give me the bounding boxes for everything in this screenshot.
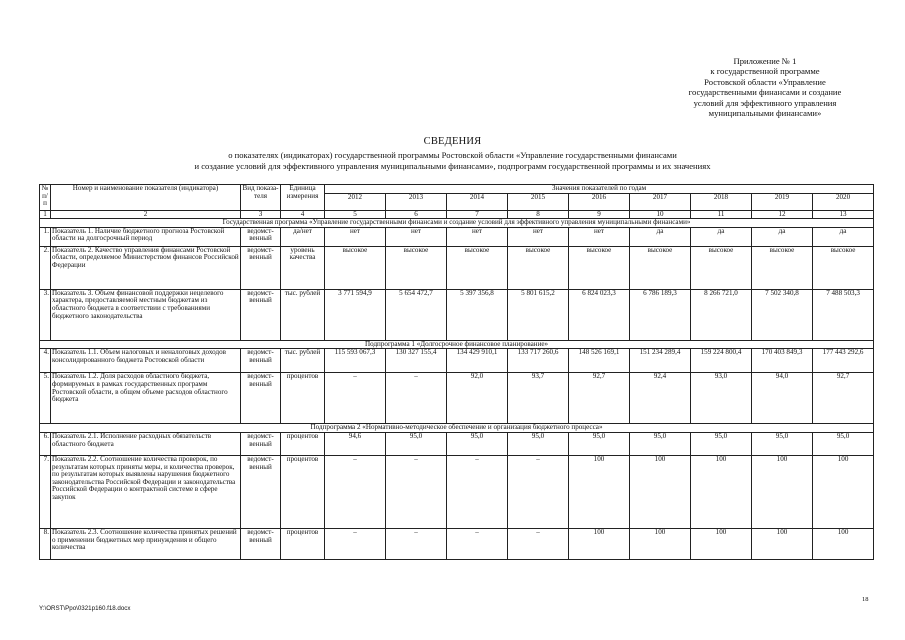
- row-value: 100: [569, 528, 630, 559]
- row-value: –: [508, 528, 569, 559]
- row-value: 94,6: [325, 432, 386, 455]
- row-value: да: [630, 227, 691, 246]
- row-value: высокое: [447, 246, 508, 289]
- column-number: 5: [325, 210, 386, 219]
- row-kind: ведомст-венный: [241, 227, 281, 246]
- row-value: высокое: [630, 246, 691, 289]
- row-name: Показатель 1. Наличие бюджетного прогноза Ростовской области на долгосрочный период: [51, 227, 241, 246]
- row-num: 7.: [40, 455, 51, 528]
- appendix-line: к государственной программе: [710, 66, 820, 77]
- row-value: 7 488 503,3: [813, 289, 874, 340]
- row-kind: ведомст-венный: [241, 432, 281, 455]
- row-kind: ведомст-венный: [241, 246, 281, 289]
- appendix-line: Ростовской области «Управление: [704, 76, 826, 87]
- column-number: 4: [281, 210, 325, 219]
- row-value: высокое: [569, 246, 630, 289]
- column-number: 6: [386, 210, 447, 219]
- row-value: да: [691, 227, 752, 246]
- column-number: 13: [813, 210, 874, 219]
- row-kind: ведомст-венный: [241, 373, 281, 424]
- row-value: 7 502 340,8: [752, 289, 813, 340]
- section-title: Подпрограмма 1 «Долгосрочное финансовое планирование»: [40, 340, 874, 349]
- row-value: высокое: [325, 246, 386, 289]
- row-value: 100: [813, 528, 874, 559]
- row-unit: процентов: [281, 528, 325, 559]
- indicators-table: [39, 184, 874, 560]
- row-unit: уровень качества: [281, 246, 325, 289]
- table-row: [40, 528, 874, 559]
- row-value: высокое: [691, 246, 752, 289]
- row-value: 95,0: [569, 432, 630, 455]
- row-unit: процентов: [281, 455, 325, 528]
- row-value: 95,0: [691, 432, 752, 455]
- row-value: 95,0: [508, 432, 569, 455]
- row-value: –: [447, 528, 508, 559]
- row-value: 159 224 800,4: [691, 349, 752, 373]
- row-name: Показатель 1.1. Объем налоговых и неналоговых доходов консолидированного бюджета Ростовской области: [51, 349, 241, 373]
- row-value: 100: [691, 455, 752, 528]
- row-value: 151 234 289,4: [630, 349, 691, 373]
- row-value: –: [325, 373, 386, 424]
- row-name: Показатель 3. Объем финансовой поддержки нецелевого характера, предоставляемой местным бюджетам из областного бюджета в соответствии с требованиями бюджетного законодательства: [51, 289, 241, 340]
- row-num: 5.: [40, 373, 51, 424]
- row-value: 3 771 594,9: [325, 289, 386, 340]
- row-value: 95,0: [447, 432, 508, 455]
- header-unit: Единица измерения: [281, 185, 325, 211]
- row-value: 100: [630, 455, 691, 528]
- column-number: 9: [569, 210, 630, 219]
- subtitle-line: и создание условий для эффективного управления муниципальными финансами», подпрограмм государственной программы и их значениях: [194, 160, 711, 171]
- row-kind: ведомст-венный: [241, 289, 281, 340]
- row-num: 1.: [40, 227, 51, 246]
- row-value: 177 443 292,6: [813, 349, 874, 373]
- row-value: 100: [752, 528, 813, 559]
- page-number: 18: [862, 596, 869, 603]
- row-value: 92,7: [813, 373, 874, 424]
- row-value: 134 429 910,1: [447, 349, 508, 373]
- row-value: 95,0: [630, 432, 691, 455]
- header-year: 2016: [569, 193, 630, 210]
- appendix-block: [600, 56, 905, 118]
- file-path: Y:\ORST\Ppo\0321p160.f18.docx: [39, 605, 131, 612]
- row-unit: тыс. рублей: [281, 289, 325, 340]
- row-kind: ведомст-венный: [241, 528, 281, 559]
- row-value: нет: [447, 227, 508, 246]
- row-name: Показатель 1.2. Доля расходов областного бюджета, формируемых в рамках государственных программ Ростовской области, в общем объеме расходов областного бюджета: [51, 373, 241, 424]
- header-num: № п/п: [40, 185, 51, 211]
- row-kind: ведомст-венный: [241, 349, 281, 373]
- header-year: 2015: [508, 193, 569, 210]
- row-value: высокое: [386, 246, 447, 289]
- column-number: 12: [752, 210, 813, 219]
- row-value: нет: [386, 227, 447, 246]
- section-row: [40, 340, 874, 349]
- row-unit: процентов: [281, 373, 325, 424]
- column-number: 2: [51, 210, 241, 219]
- row-value: 115 593 067,3: [325, 349, 386, 373]
- table-row: [40, 246, 874, 289]
- row-name: Показатель 2.2. Соотношение количества проверок, по результатам которых приняты меры, и количества проверок, по результатам которых выявлены нарушения бюджетного законодательства Российской Федерации и законодательства Российской Федерации о контрактной системе в сфере закупок: [51, 455, 241, 528]
- appendix-line: государственными финансами и создание: [688, 87, 842, 98]
- row-num: 6.: [40, 432, 51, 455]
- table-row: [40, 349, 874, 373]
- row-value: высокое: [508, 246, 569, 289]
- row-value: высокое: [813, 246, 874, 289]
- header-row: [40, 185, 874, 194]
- row-unit: тыс. рублей: [281, 349, 325, 373]
- row-value: 93,0: [691, 373, 752, 424]
- row-value: 5 397 356,8: [447, 289, 508, 340]
- column-number: 8: [508, 210, 569, 219]
- row-value: нет: [325, 227, 386, 246]
- table-row: [40, 432, 874, 455]
- appendix-line: Приложение № 1: [733, 56, 797, 66]
- row-value: нет: [508, 227, 569, 246]
- row-value: 170 403 849,3: [752, 349, 813, 373]
- row-num: 4.: [40, 349, 51, 373]
- header-year: 2013: [386, 193, 447, 210]
- header-name: Номер и наименование показателя (индикатора): [51, 185, 241, 211]
- row-value: 100: [569, 455, 630, 528]
- row-value: –: [386, 528, 447, 559]
- row-value: 93,7: [508, 373, 569, 424]
- row-num: 3.: [40, 289, 51, 340]
- column-number: 1: [40, 210, 51, 219]
- header-year: 2019: [752, 193, 813, 210]
- row-name: Показатель 2.1. Исполнение расходных обязательств областного бюджета: [51, 432, 241, 455]
- row-value: 130 327 155,4: [386, 349, 447, 373]
- row-value: 100: [630, 528, 691, 559]
- row-value: 95,0: [386, 432, 447, 455]
- row-value: да: [813, 227, 874, 246]
- row-value: 8 266 721,0: [691, 289, 752, 340]
- row-value: 92,7: [569, 373, 630, 424]
- table-row: [40, 289, 874, 340]
- row-value: 148 526 169,1: [569, 349, 630, 373]
- header-year: 2020: [813, 193, 874, 210]
- appendix-line: муниципальными финансами»: [708, 108, 822, 119]
- row-value: 6 824 023,3: [569, 289, 630, 340]
- row-value: нет: [569, 227, 630, 246]
- header-year: 2017: [630, 193, 691, 210]
- row-value: 100: [813, 455, 874, 528]
- row-value: 6 786 189,3: [630, 289, 691, 340]
- column-numbers-row: [40, 210, 874, 219]
- column-number: 3: [241, 210, 281, 219]
- row-value: –: [386, 455, 447, 528]
- subtitle-line: о показателях (индикаторах) государственной программы Ростовской области «Управление государственными финансами: [228, 150, 677, 160]
- row-value: –: [325, 528, 386, 559]
- row-value: –: [447, 455, 508, 528]
- row-value: –: [386, 373, 447, 424]
- section-title: Подпрограмма 2 «Нормативно-методическое обеспечение и организация бюджетного процесса»: [40, 424, 874, 433]
- row-value: 94,0: [752, 373, 813, 424]
- row-value: 5 801 615,2: [508, 289, 569, 340]
- column-number: 11: [691, 210, 752, 219]
- section-title: Государственная программа «Управление государственными финансами и создание условий для эффективного управления муниципальными финансами»: [40, 219, 874, 228]
- row-value: да: [752, 227, 813, 246]
- table-row: [40, 373, 874, 424]
- column-number: 7: [447, 210, 508, 219]
- row-kind: ведомст-венный: [241, 455, 281, 528]
- header-kind: Вид показа-теля: [241, 185, 281, 211]
- column-number: 10: [630, 210, 691, 219]
- header-values-group: Значения показателей по годам: [325, 185, 874, 194]
- header-year: 2014: [447, 193, 508, 210]
- document-title: СВЕДЕНИЯ: [423, 136, 482, 147]
- section-row: [40, 424, 874, 433]
- table-row: [40, 455, 874, 528]
- appendix-line: условий для эффективного управления: [693, 97, 837, 108]
- row-value: 133 717 260,6: [508, 349, 569, 373]
- row-value: 95,0: [813, 432, 874, 455]
- row-num: 2.: [40, 246, 51, 289]
- row-value: –: [325, 455, 386, 528]
- row-value: высокое: [752, 246, 813, 289]
- section-row: [40, 219, 874, 228]
- table-row: [40, 227, 874, 246]
- document-subtitle: [0, 150, 905, 171]
- row-num: 8.: [40, 528, 51, 559]
- row-value: 92,4: [630, 373, 691, 424]
- row-name: Показатель 2. Качество управления финансами Ростовской области, определяемое Министерством финансов Российской Федерации: [51, 246, 241, 289]
- row-value: 5 654 472,7: [386, 289, 447, 340]
- header-year: 2018: [691, 193, 752, 210]
- row-value: 100: [752, 455, 813, 528]
- row-value: 92,0: [447, 373, 508, 424]
- row-unit: да/нет: [281, 227, 325, 246]
- row-value: 100: [691, 528, 752, 559]
- row-value: 95,0: [752, 432, 813, 455]
- header-year: 2012: [325, 193, 386, 210]
- row-unit: процентов: [281, 432, 325, 455]
- row-name: Показатель 2.3. Соотношение количества принятых решений о применении бюджетных мер принуждения и общего количества: [51, 528, 241, 559]
- row-value: –: [508, 455, 569, 528]
